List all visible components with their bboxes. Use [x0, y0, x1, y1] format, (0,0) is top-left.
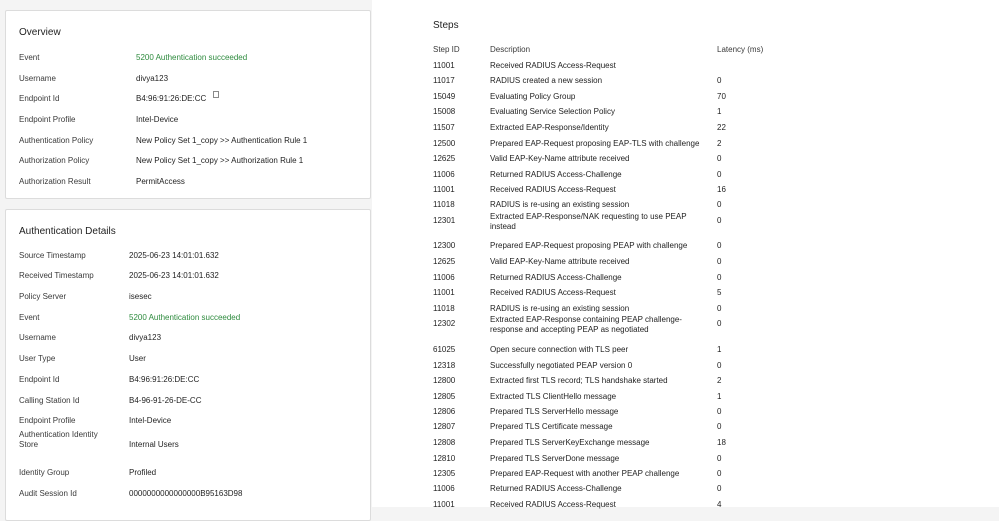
step-description: Valid EAP-Key-Name attribute received [490, 257, 630, 266]
step-id: 11507 [433, 123, 455, 132]
overview-row-value: divya123 [136, 73, 169, 83]
step-latency: 2 [717, 139, 722, 148]
auth-detail-label: Identity Group [19, 467, 70, 477]
step-id: 11018 [433, 200, 455, 209]
step-id: 12318 [433, 361, 456, 370]
step-id: 11018 [433, 304, 455, 313]
step-id: 11001 [433, 288, 455, 297]
step-latency: 5 [717, 288, 722, 297]
overview-row-label: Authentication Policy [19, 135, 94, 145]
step-description: Prepared TLS Certificate message [490, 422, 613, 431]
step-description: Extracted TLS ClientHello message [490, 392, 617, 401]
step-id: 12806 [433, 407, 456, 416]
overview-panel [5, 10, 371, 199]
overview-row-label: Event [19, 52, 40, 62]
auth-detail-value: B4-96-91-26-DE-CC [129, 395, 202, 405]
step-latency: 0 [717, 154, 722, 163]
step-latency: 0 [717, 361, 722, 370]
step-id: 11001 [433, 500, 455, 509]
auth-detail-label: Event [19, 312, 40, 322]
step-description: Received RADIUS Access-Request [490, 500, 616, 509]
step-latency: 16 [717, 185, 726, 194]
step-description: Prepared TLS ServerDone message [490, 454, 620, 463]
step-description: Extracted EAP-Response/Identity [490, 123, 609, 132]
step-description: Received RADIUS Access-Request [490, 288, 616, 297]
step-latency: 22 [717, 123, 726, 132]
auth-details-panel [5, 209, 371, 521]
auth-detail-value: 2025-06-23 14:01:01.632 [129, 270, 219, 280]
step-latency: 1 [717, 392, 722, 401]
step-latency: 0 [717, 319, 722, 328]
step-description: RADIUS is re-using an existing session [490, 304, 630, 313]
step-latency: 0 [717, 304, 722, 313]
auth-details-title: Authentication Details [19, 226, 116, 237]
step-description: Evaluating Policy Group [490, 92, 576, 101]
overview-row-value: PermitAccess [136, 176, 185, 186]
step-description: Extracted EAP-Response containing PEAP challenge-response and accepting PEAP as negotiated [490, 315, 682, 334]
step-id: 12808 [433, 438, 456, 447]
step-latency: 2 [717, 376, 722, 385]
auth-detail-value: User [129, 353, 146, 363]
overview-row-value: B4:96:91:26:DE:CC [136, 93, 207, 103]
step-id: 15049 [433, 92, 456, 101]
step-latency: 0 [717, 257, 722, 266]
step-id: 12810 [433, 454, 456, 463]
step-id: 11001 [433, 185, 455, 194]
step-description: Returned RADIUS Access-Challenge [490, 170, 622, 179]
step-id: 12625 [433, 154, 456, 163]
overview-row-label: Username [19, 73, 56, 83]
step-description: Received RADIUS Access-Request [490, 61, 616, 70]
auth-detail-value: Internal Users [129, 440, 179, 449]
auth-detail-label: Policy Server [19, 291, 67, 301]
step-latency: 0 [717, 216, 722, 225]
step-latency: 0 [717, 484, 722, 493]
step-description: RADIUS created a new session [490, 76, 603, 85]
copy-icon[interactable] [213, 91, 219, 98]
steps-panel [372, 0, 999, 507]
step-description: Extracted EAP-Response/NAK requesting to use PEAP instead [490, 212, 687, 231]
header-description: Description [490, 45, 531, 54]
overview-row-label: Authorization Policy [19, 155, 90, 165]
steps-title: Steps [433, 20, 459, 31]
auth-detail-label: Endpoint Id [19, 374, 60, 384]
auth-detail-label: Authentication Identity Store [19, 430, 98, 449]
step-description: Prepared TLS ServerHello message [490, 407, 619, 416]
auth-detail-label: Audit Session Id [19, 488, 77, 498]
step-id: 12800 [433, 376, 456, 385]
step-id: 11006 [433, 484, 455, 493]
overview-row-label: Endpoint Profile [19, 114, 76, 124]
step-description: Evaluating Service Selection Policy [490, 107, 615, 116]
step-id: 12807 [433, 422, 456, 431]
auth-detail-label: Received Timestamp [19, 270, 94, 280]
step-id: 61025 [433, 345, 456, 354]
step-description: Successfully negotiated PEAP version 0 [490, 361, 633, 370]
step-description: Prepared EAP-Request proposing PEAP with challenge [490, 241, 688, 250]
step-latency: 0 [717, 469, 722, 478]
header-latency: Latency (ms) [717, 45, 764, 54]
auth-detail-value: divya123 [129, 332, 162, 342]
step-description: Extracted first TLS record; TLS handshake started [490, 376, 668, 385]
step-latency: 0 [717, 76, 722, 85]
step-description: Prepared TLS ServerKeyExchange message [490, 438, 650, 447]
overview-row-value: Intel-Device [136, 114, 179, 124]
auth-detail-value: isesec [129, 291, 152, 301]
step-id: 11006 [433, 170, 455, 179]
step-latency: 0 [717, 170, 722, 179]
overview-row-label: Endpoint Id [19, 93, 60, 103]
auth-detail-value: Intel-Device [129, 415, 172, 425]
step-description: Returned RADIUS Access-Challenge [490, 273, 622, 282]
overview-row-value: 5200 Authentication succeeded [136, 52, 248, 62]
step-latency: 1 [717, 345, 722, 354]
step-latency: 0 [717, 273, 722, 282]
overview-row-value: New Policy Set 1_copy >> Authorization Rule 1 [136, 155, 304, 165]
step-latency: 0 [717, 422, 722, 431]
auth-detail-value: B4:96:91:26:DE:CC [129, 374, 200, 384]
step-description: Received RADIUS Access-Request [490, 185, 616, 194]
step-id: 12302 [433, 319, 456, 328]
step-latency: 1 [717, 107, 722, 116]
header-step-id: Step ID [433, 45, 460, 54]
step-id: 12305 [433, 469, 456, 478]
step-description: Returned RADIUS Access-Challenge [490, 484, 622, 493]
auth-detail-value: 2025-06-23 14:01:01.632 [129, 250, 219, 260]
step-id: 12805 [433, 392, 456, 401]
step-id: 11006 [433, 273, 455, 282]
auth-detail-label: Calling Station Id [19, 395, 80, 405]
step-latency: 0 [717, 407, 722, 416]
auth-detail-value: 0000000000000000B95163D98 [129, 488, 243, 498]
step-latency: 0 [717, 454, 722, 463]
step-id: 12301 [433, 216, 456, 225]
step-description: Open secure connection with TLS peer [490, 345, 629, 354]
overview-title: Overview [19, 27, 61, 38]
step-latency: 70 [717, 92, 726, 101]
step-id: 12300 [433, 241, 456, 250]
step-id: 12500 [433, 139, 456, 148]
step-id: 12625 [433, 257, 456, 266]
step-description: Prepared EAP-Request with another PEAP challenge [490, 469, 680, 478]
step-latency: 0 [717, 200, 722, 209]
step-description: RADIUS is re-using an existing session [490, 200, 630, 209]
overview-row-value: New Policy Set 1_copy >> Authentication Rule 1 [136, 135, 308, 145]
auth-detail-label: Endpoint Profile [19, 415, 76, 425]
auth-detail-value: Profiled [129, 467, 157, 477]
step-id: 11001 [433, 61, 455, 70]
step-id: 15008 [433, 107, 456, 116]
auth-detail-label: Username [19, 332, 56, 342]
auth-detail-label: Source Timestamp [19, 250, 86, 260]
step-description: Valid EAP-Key-Name attribute received [490, 154, 630, 163]
step-latency: 4 [717, 500, 722, 509]
overview-row-label: Authorization Result [19, 176, 91, 186]
step-latency: 0 [717, 241, 722, 250]
step-description: Prepared EAP-Request proposing EAP-TLS with challenge [490, 139, 700, 148]
auth-detail-label: User Type [19, 353, 56, 363]
step-id: 11017 [433, 76, 455, 85]
step-latency: 18 [717, 438, 726, 447]
auth-detail-value: 5200 Authentication succeeded [129, 312, 241, 322]
